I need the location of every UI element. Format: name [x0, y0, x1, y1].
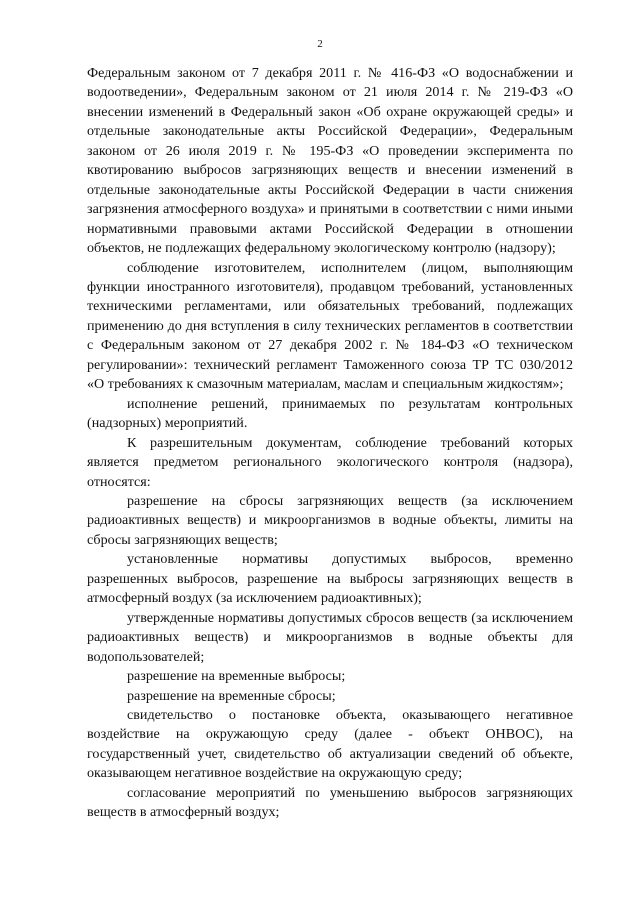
list-item-temporary-discharges: разрешение на временные сбросы;	[127, 687, 336, 704]
list-item-onvos-certificate: свидетельство о постановке объекта, оказывающего негативное воздействие на окружающую среду (далее - объект ОНВОС), на государственный учет, свидетельство об актуализации сведений об объекте, оказывающем негативное воздействие на окружающую среду;	[87, 706, 573, 782]
paragraph-permits-intro: К разрешительным документам, соблюдение требований которых является предметом регионального экологического контроля (надзора), относятся:	[87, 434, 573, 490]
page-number: 2	[317, 38, 323, 50]
document-body	[87, 64, 573, 823]
list-item-discharge-standards: утвержденные нормативы допустимых сбросов веществ (за исключением радиоактивных веществ) и микроорганизмов в водные объекты для водопользователей;	[87, 609, 573, 665]
list-item-emission-reduction: согласование мероприятий по уменьшению выбросов загрязняющих веществ в атмосферный воздух;	[87, 784, 573, 821]
paragraph-decisions-execution: исполнение решений, принимаемых по результатам контрольных (надзорных) мероприятий.	[87, 395, 573, 432]
list-item-emission-standards: установленные нормативы допустимых выбросов, временно разрешенных выбросов, разрешение на выбросы загрязняющих веществ в атмосферный воздух (за исключением радиоактивных);	[87, 551, 573, 607]
paragraph-laws-continuation: Федеральным законом от 7 декабря 2011 г. № 416-ФЗ «О водоснабжении и водоотведении», Федеральным законом от 21 июля 2014 г. № 219-ФЗ «О внесении изменений в Федеральный закон «Об охране окружающей среды» и отдельные законодательные акты Российской Федерации», Федеральным законом от 26 июля 2019 г. № 195-ФЗ «О проведении эксперимента по квотированию выбросов загрязняющих веществ и внесении изменений в отдельные законодательные акты Российской Федерации в части снижения загрязнения атмосферного воздуха» и принятыми в соответствии с ними иными нормативными правовыми актами Российской Федерации в отношении объектов, не подлежащих федеральному экологическому контролю (надзору);	[87, 65, 573, 257]
list-item-discharge-permit: разрешение на сбросы загрязняющих веществ (за исключением радиоактивных веществ) и микроорганизмов в водные объекты, лимиты на сбросы загрязняющих веществ;	[87, 492, 573, 548]
paragraph-manufacturer-compliance: соблюдение изготовителем, исполнителем (лицом, выполняющим функции иностранного изготовителя), продавцом требований, установленных техническими регламентами, или обязательных требований, подлежащих применению до дня вступления в силу технических регламентов в соответствии с Федеральным законом от 27 декабря 2002 г. № 184-ФЗ «О техническом регулировании»: технический регламент Таможенного союза ТР ТС 030/2012 «О требованиях к смазочным материалам, маслам и специальным жидкостям»;	[87, 259, 573, 393]
list-item-temporary-emissions: разрешение на временные выбросы;	[127, 668, 346, 685]
